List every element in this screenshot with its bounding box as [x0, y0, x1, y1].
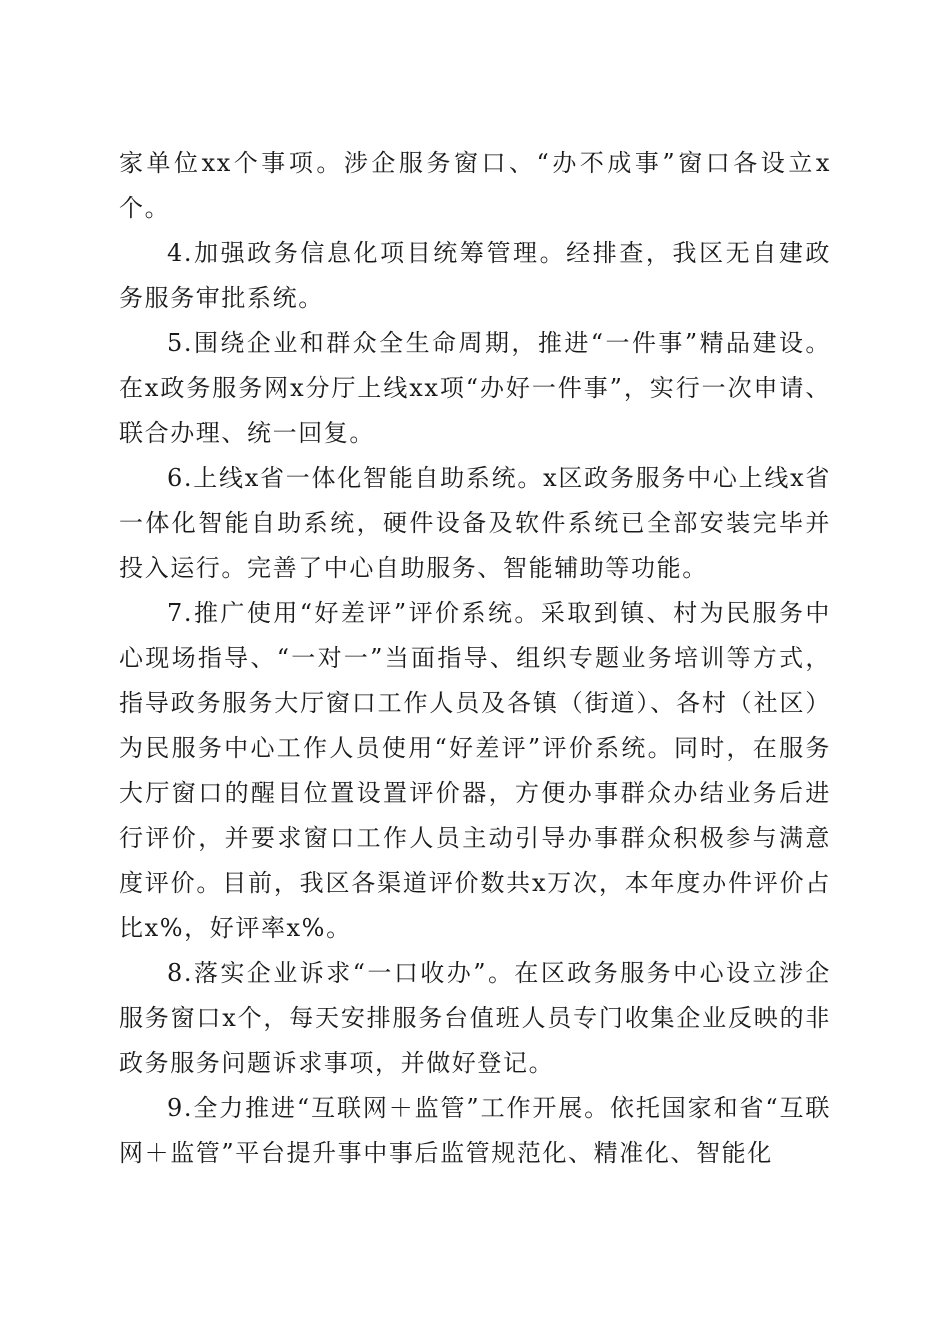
- paragraph-item-6: 6.上线x省一体化智能自助系统。x区政务服务中心上线x省一体化智能自助系统，硬件设备及软件系统已全部安装完毕并投入运行。完善了中心自助服务、智能辅助等功能。: [119, 464, 831, 582]
- paragraph-continuation: 家单位xx个事项。涉企服务窗口、“办不成事”窗口各设立x个。: [119, 149, 831, 222]
- paragraph-item-9: 9.全力推进“互联网＋监管”工作开展。依托国家和省“互联网＋监管”平台提升事中事后监管规范化、精准化、智能化: [119, 1094, 831, 1167]
- paragraph-item-4: 4.加强政务信息化项目统筹管理。经排查，我区无自建政务服务审批系统。: [119, 239, 831, 312]
- paragraph-item-5: 5.围绕企业和群众全生命周期，推进“一件事”精品建设。在x政务服务网x分厅上线xx项“办好一件事”，实行一次申请、联合办理、统一回复。: [119, 329, 831, 447]
- paragraph-item-8: 8.落实企业诉求“一口收办”。在区政务服务中心设立涉企服务窗口x个，每天安排服务台值班人员专门收集企业反映的非政务服务问题诉求事项，并做好登记。: [119, 959, 831, 1077]
- paragraph-item-7: 7.推广使用“好差评”评价系统。采取到镇、村为民服务中心现场指导、“一对一”当面指导、组织专题业务培训等方式，指导政务服务大厅窗口工作人员及各镇（街道）、各村（社区）为民服务中心工作人员使用“好差评”评价系统。同时，在服务大厅窗口的醒目位置设置评价器，方便办事群众办结业务后进行评价，并要求窗口工作人员主动引导办事群众积极参与满意度评价。目前，我区各渠道评价数共x万次，本年度办件评价占比x%，好评率x%。: [119, 599, 831, 942]
- document-body: [119, 141, 831, 1176]
